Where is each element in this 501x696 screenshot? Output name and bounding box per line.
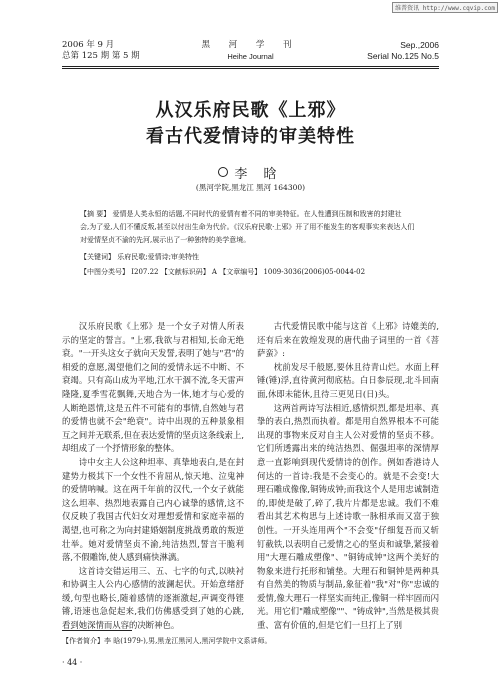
header-issue-right: Sep.,2006 bbox=[400, 40, 439, 50]
left-paragraph: 诗中女主人公这种坦率、真挚地表白,是在封建势力极其下一个女性不肯屈从,惊天地、泣鬼神的爱情呐喊。这在两千年前的汉代,一个女子就能这么坦率、热烈地表露自己内心诚挚的感情,这不仅反映了我国古代妇女对理想爱情和家庭幸福的渴望,也可称之为向封建婚姻制度挑战勇敢的叛逆壮举。她对爱情坚贞不渝,纯洁热烈,誓言干脆利落,不假雕饰,使人感到痛快淋漓。 bbox=[62, 456, 244, 563]
circle-bullet-icon bbox=[218, 167, 228, 177]
abstract-line-3: 对爱情坚贞不渝的先河,展示出了一种独特的美学意境。 bbox=[80, 236, 251, 244]
body-right-column bbox=[257, 320, 439, 633]
page-number: · 44 · bbox=[62, 658, 83, 667]
abstract-line-2: 会,为了爱,人们不懂反叛,甚至以付出生命为代价。《汉乐府民歌·上邪》开了用不能发生的客观事实来表达人们 bbox=[80, 223, 415, 231]
author bbox=[0, 163, 501, 182]
footnote-rule bbox=[62, 630, 132, 631]
header-date: 2006 年 9 月 bbox=[62, 40, 115, 50]
right-paragraph: 这两首两诗写法相近,感情炽烈,都是坦率、真挚的表白,热烈而执着。都是用自然界根本不可能出现的事物来反对自主人公对爱情的坚贞不移。它们所透露出来的纯洁热烈、倔强坦率的深情厚意一直影响到现代爱情诗的创作。例如香港诗人何达的一首诗:我是不会变心的。就是不会变!大理石雕成像像,铜铸成钟;而我这个人是用忠诚制造的,即使是破了,碎了,我片片都是忠诚。我们不难看出其艺术构思与上述诗歌一脉相承而又富于独创性。一开头连用两个"不会变"仔细复吾而又斩钉截铁,以表明自己爱情之心的坚贞和诚挚,紧接着用"大理石雕成塑像"、"铜铸成钟"这两个美好的物象来进行托形和铺垫。大理石和铜钟是两种具有自然美的物质与制品,象征着"我"对"你"忠诚的爱情,像大理石一样坚实而纯正,像铜一样牢固而闪光。用它们"雕成塑像""、"铸成钟",当然是极其贵重、富有价值的,但是它们一旦打上了别 bbox=[257, 402, 439, 631]
header-rule-thin bbox=[62, 68, 439, 69]
affiliation: (黑河学院,黑龙江 黑河 164300) bbox=[195, 183, 306, 192]
article-title-line1: 从汉乐府民歌《上邪》 bbox=[155, 100, 346, 121]
author-name: 李 晗 bbox=[234, 167, 283, 182]
header-journal-en: Heihe Journal bbox=[227, 52, 274, 61]
body-left-column bbox=[62, 320, 244, 633]
right-paragraph: 枕前发尽千般愿,要休且待青山烂。水面上秤锤(锤)浮,直待黄河彻底枯。白日参辰现,北斗回南面,休即未能休,且待三更见日(日)头。 bbox=[257, 361, 439, 399]
left-paragraph: 这首诗交错运用三、五、七字的句式,以映衬和协调主人公内心感情的波澜起伏。开始意绪舒缓,句型也略长,随着感情的逐渐激起,声调变得铿锵,语速也急促起来,我们仿佛感受到了她的心跳,看到她深情而从容的决断神色。 bbox=[62, 565, 244, 631]
header-serial-en: Serial No.125 No.5 bbox=[367, 51, 439, 61]
header-rule bbox=[62, 66, 439, 67]
article-title-line2: 看古代爱情诗的审美特性 bbox=[146, 126, 355, 147]
running-header bbox=[62, 40, 439, 62]
keywords: 【关键词】 乐府民歌;爱情诗;审美特性 bbox=[80, 253, 199, 261]
header-journal-cn: 黑 河 学 刊 bbox=[201, 40, 300, 50]
author-footnote: 【作者简介】李 晗(1979-),男,黑龙江黑河人,黑河学院中文系讲师。 bbox=[62, 637, 272, 645]
left-paragraph: 汉乐府民歌《上邪》是一个女子对情人所表示的坚定的誓言。"上邪,我欲与君相知,长命无绝衰。"一开头这女子就向天发誓,表明了她与"君"的相爱的意愿,渴望他们之间的爱情永远不中断、不衰竭。只有高山成为平地,江水干涸不流,冬天雷声隆隆,夏季雪花飘舞,天地合为一体,她才与心爱的人断绝恩情,这是五件不可能有的事情,自然她与君的爱情也就不会"绝衰"。诗中出现的五种景象相互之间并无联系,但在表达爱情的坚贞这条线索上,却组成了一个抒情形象的整体。 bbox=[62, 321, 244, 454]
watermark: 维普资讯 http://www.cqvip.com bbox=[392, 2, 498, 13]
right-paragraph: 古代爱情民歌中能与这首《上邪》诗媲美的,还有后来在敦煌发现的唐代曲子词里的一首《菩萨蛮》: bbox=[257, 321, 439, 359]
abstract-line-1: 【摘 要】 爱情是人类永恒的话题,不同时代的爱情有着不同的审美特征。在人性遭到压制和戕害的封建社 bbox=[80, 210, 402, 218]
header-serial-cn: 总第 125 期 第 5 期 bbox=[62, 51, 140, 61]
classification: 【中图分类号】 I207.22 【文献标识码】 A 【文章编号】 1009-3036(2006)05-0044-02 bbox=[80, 268, 366, 276]
